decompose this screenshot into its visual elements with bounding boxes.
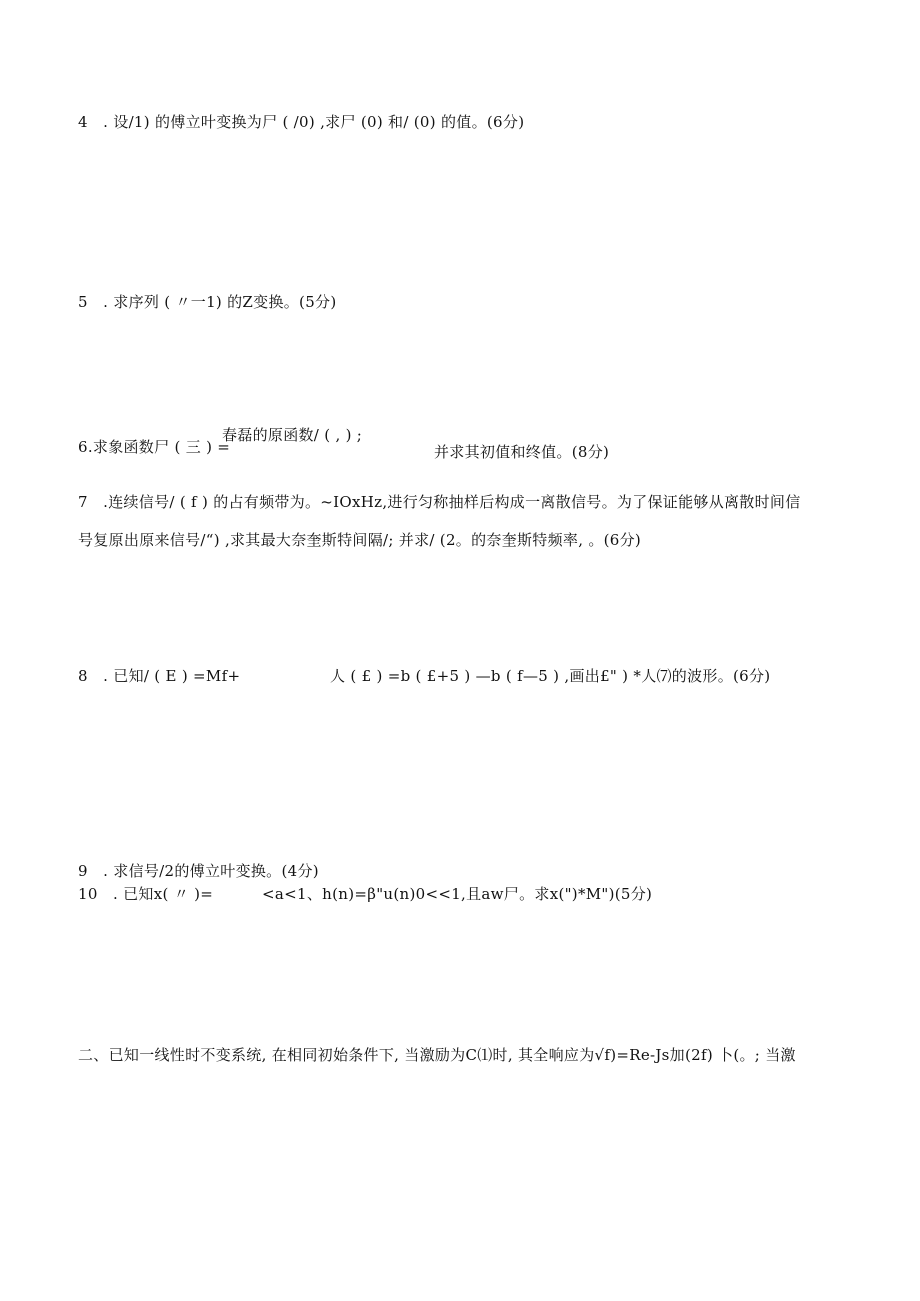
question-6-left: 6.求象函数尸 ( 三 ) = xyxy=(78,438,231,456)
question-10-right: <a<1、h(n)=β"u(n)0<<1,且aw尸。求x(")*M")(5分) xyxy=(262,885,653,903)
question-9: 9 . 求信号/2的傅立叶变换。(4分) xyxy=(78,862,319,880)
question-7-line-2: 号复原出原来信号/“) ,求其最大奈奎斯特间隔/; 并求/ (2。的奈奎斯特频率, 。(6分) xyxy=(78,531,642,549)
question-8-left: 8 . 已知/ ( E ) =Mf+ xyxy=(78,667,241,685)
question-7-line-1: 7 .连续信号/ ( f ) 的占有频带为。~IOxHz,进行匀称抽样后构成一离散信号。为了保证能够从离散时间信 xyxy=(78,493,801,511)
question-6-fraction: 春磊的原函数/ ( , ) ; xyxy=(222,426,363,444)
question-4: 4 . 设/1) 的傅立叶变换为尸 ( /0) ,求尸 (0) 和/ (0) 的值。(6分) xyxy=(78,113,525,131)
question-5: 5 . 求序列 ( 〃一1) 的Z变换。(5分) xyxy=(78,293,337,311)
part-two-question: 二、已知一线性时不变系统, 在相同初始条件下, 当激励为C⑴时, 其全响应为√f)=Re-Js加(2f) 卜(。; 当激 xyxy=(78,1046,796,1064)
question-6-right: 并求其初值和终值。(8分) xyxy=(434,443,610,461)
question-10-left: 10 . 已知x( 〃 )= xyxy=(78,885,214,903)
question-8-right: 人 ( £ ) =b ( £+5 ) —b ( f—5 ) ,画出£" ) *人⑺的波形。(6分) xyxy=(330,667,771,685)
